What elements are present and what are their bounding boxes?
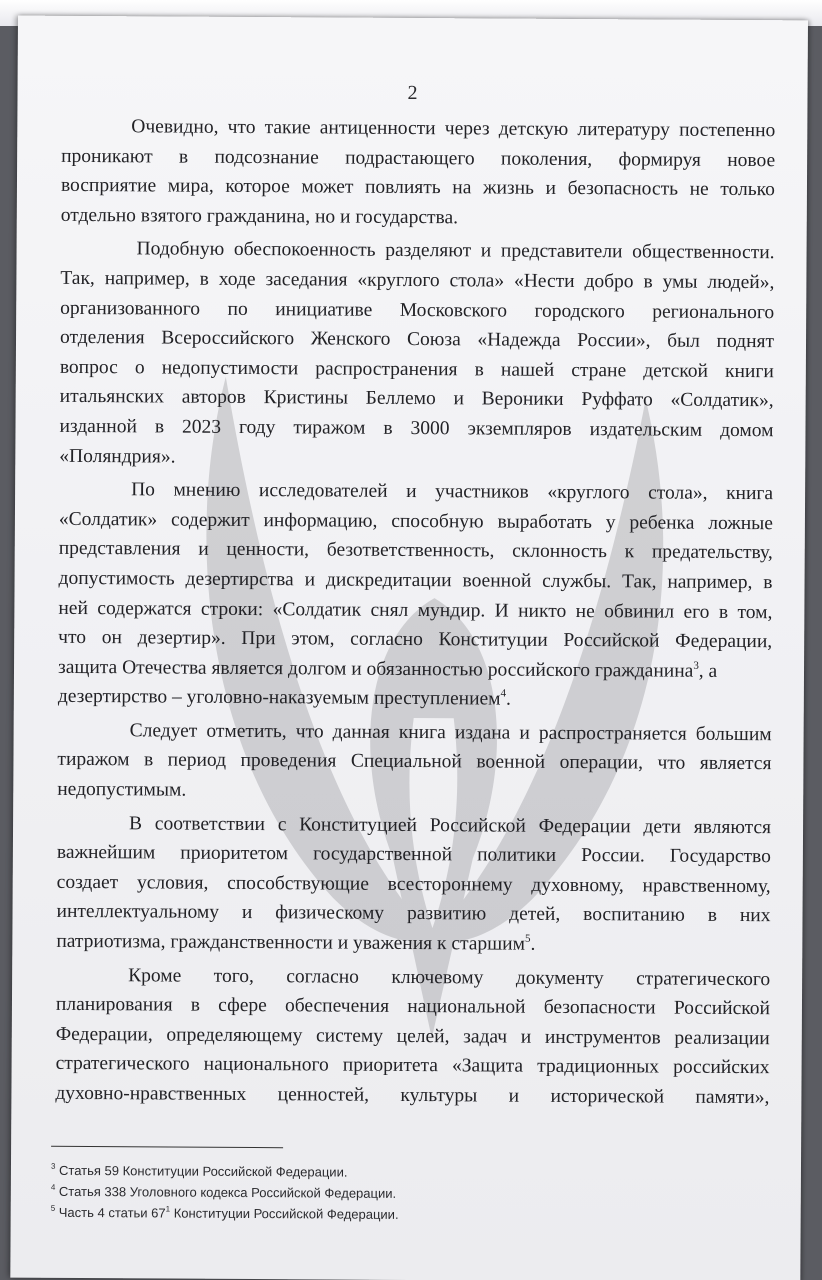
text-line: создает условия, способствующие всестороннему духовному, нравственному, bbox=[56, 871, 771, 898]
text-line: планирования в сфере обеспечения национальной безопасности Российской bbox=[55, 994, 771, 1020]
footnotes bbox=[51, 1160, 751, 1227]
footnote-ref-4: 4 bbox=[500, 687, 507, 700]
paragraph-1 bbox=[61, 112, 776, 235]
text-line: восприятие мира, которое может повлиять на жизнь и безопасность не только bbox=[60, 175, 776, 201]
text-line: недопустимым. bbox=[57, 778, 187, 801]
text-line: духовно-нравственных ценностей, культуры и исторической памяти», bbox=[55, 1082, 770, 1109]
text-line: проникают в подсознание подрастающего поколения, формируя новое bbox=[61, 145, 776, 171]
page-number: 2 bbox=[407, 81, 418, 105]
text-line: отдельно взятого гражданина, но и государства. bbox=[60, 204, 459, 229]
text-line: стратегического национального приоритета «Защита традиционных российских bbox=[55, 1053, 770, 1079]
paragraph-3 bbox=[58, 475, 773, 716]
footnote-tail: Конституции Российской Федерации. bbox=[170, 1205, 399, 1222]
text-line: Федерации, определяющему систему целей, задач и инструментов реализации bbox=[55, 1023, 770, 1050]
text-line: представления и ценности, безответственность, склонность к предательству, bbox=[58, 538, 773, 564]
text-line: Очевидно, что такие антиценности через детскую литературу постепенно bbox=[131, 116, 776, 142]
text-line bbox=[58, 653, 772, 687]
text-line: отделения Всероссийского Женского Союза «Надежда России», был поднят bbox=[59, 327, 775, 353]
text-line: изданной в 2023 году тиражом в 3000 экземпляров издательским домом bbox=[59, 415, 774, 442]
paragraph-6 bbox=[55, 960, 770, 1112]
line-tail: , а bbox=[698, 660, 718, 682]
text-line: По мнению исследователей и участников «круглого стола», книга bbox=[131, 479, 774, 505]
text-line: Следует отметить, что данная книга издана и распространяется большим bbox=[129, 720, 772, 746]
text-line: Подобную обеспокоенность разделяют и представители общественности. bbox=[136, 238, 775, 264]
line-text: защита Отечества является долгом и обязанностью российского гражданина bbox=[57, 656, 694, 682]
text-line: интеллектуальному и физическому развитию детей, воспитанию в них bbox=[56, 901, 771, 927]
footnote-separator bbox=[51, 1146, 283, 1148]
text-line: Кроме того, согласно ключевому документу стратегического bbox=[128, 964, 771, 990]
text-line: организованного по инициативе Московского городского регионального bbox=[60, 297, 775, 323]
line-tail: . bbox=[505, 688, 511, 710]
text-line: «Поляндрия». bbox=[59, 445, 176, 468]
document-body bbox=[55, 112, 775, 1113]
text-line: важнейшим приоритетом государственной политики России. Государство bbox=[56, 842, 771, 868]
text-line: тиражом в период проведения Специальной военной операции, что является bbox=[57, 749, 772, 775]
footnote-mark: 5 bbox=[50, 1203, 56, 1213]
text-line: Так, например, в ходе заседания «круглого стола» «Нести добро в умы людей», bbox=[60, 267, 775, 294]
footnote-mark: 3 bbox=[50, 1161, 56, 1171]
paragraph-5 bbox=[56, 808, 771, 960]
text-line: итальянских авторов Кристины Беллемо и Вероники Руффато «Солдатик», bbox=[59, 386, 774, 412]
text-line: «Солдатик» содержит информацию, способную выработать у ребенка ложные bbox=[58, 508, 773, 534]
text-line: В соответствии с Конституцией Российской Федерации дети являются bbox=[129, 812, 772, 838]
footnote-mark: 4 bbox=[50, 1182, 56, 1192]
text-line: допустимость дезертирства и дискредитации военной службы. Так, например, в bbox=[58, 567, 773, 594]
footnote-part-sup: 1 bbox=[165, 1204, 171, 1214]
footnote-5 bbox=[51, 1202, 751, 1227]
line-text: дезертирство – уголовно-наказуемым преступлением bbox=[57, 686, 501, 710]
line-text: патриотизма, гражданственности и уважения к старшим bbox=[56, 930, 526, 955]
footnote-ref-3: 3 bbox=[693, 659, 699, 672]
paragraph-2 bbox=[59, 234, 774, 475]
paragraph-4 bbox=[57, 716, 772, 809]
line-tail: . bbox=[530, 933, 536, 955]
document-page bbox=[10, 16, 808, 1280]
text-line bbox=[58, 682, 772, 716]
text-line: ней содержатся строки: «Солдатик снял мундир. И никто не обвинил его в том, bbox=[58, 597, 773, 623]
text-line bbox=[56, 927, 770, 961]
footnote-text: Статья 338 Уголовного кодекса Российской Федерации. bbox=[58, 1183, 397, 1201]
text-line: вопрос о недопустимости распространения в нашей стране детской книги bbox=[59, 356, 774, 382]
footnote-text: Статья 59 Конституции Российской Федерации. bbox=[58, 1162, 348, 1180]
text-line: что он дезертир». При этом, согласно Конституции Российской Федерации, bbox=[58, 626, 773, 653]
footnote-ref-5: 5 bbox=[524, 932, 531, 945]
footnote-text: Часть 4 статьи 67 bbox=[58, 1204, 166, 1221]
